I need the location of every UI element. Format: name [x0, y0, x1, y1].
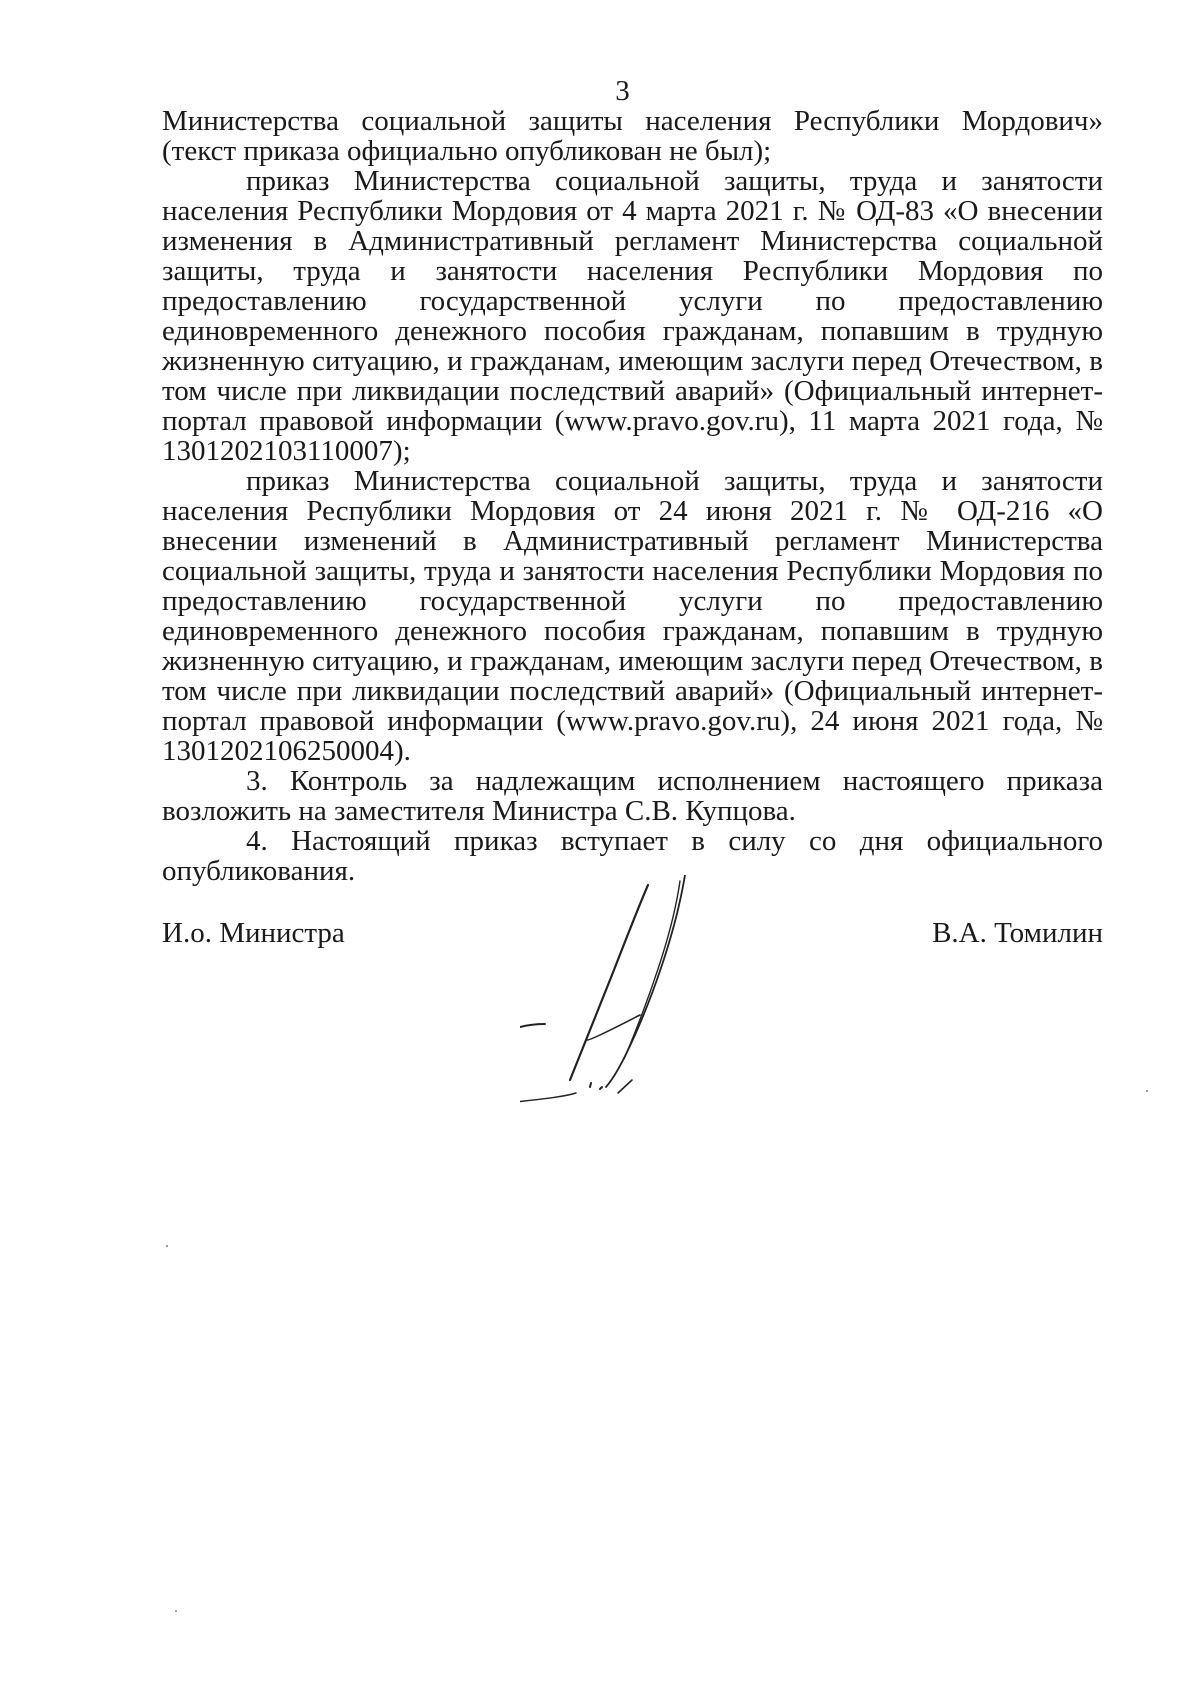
signature-stroke	[600, 1087, 602, 1089]
paragraph-item-4: 4. Настоящий приказ вступает в силу со дня официального опубликования.	[162, 825, 1103, 887]
scan-speck	[1146, 1090, 1148, 1092]
scan-speck	[175, 1610, 177, 1612]
paragraph-order-od-83: приказ Министерства социальной защиты, труда и занятости населения Республики Мордовия от 4 марта 2021 г. № ОД-83 «О внесении изменения в Административный регламент Министерства социальной защиты, труда и занятости населения Республики Мордовия по предоставлению государственной услуги по предоставлению единовременного денежного пособия гражданам, попавшим в трудную жизненную ситуацию, и гражданам, имеющим заслуги перед Отечеством, в том числе при ликвидации последствий аварий» (Официальный интернет-портал правовой информации (www.pravo.gov.ru), 11 марта 2021 года, № 1301202103110007);	[162, 165, 1103, 467]
handwritten-signature	[520, 875, 695, 1105]
signatory-name: В.А. Томилин	[932, 917, 1103, 949]
signature-stroke	[606, 875, 685, 1087]
paragraph-item-3: 3. Контроль за надлежащим исполнением настоящего приказа возложить на заместителя Министра С.В. Купцова.	[162, 765, 1103, 827]
signature-stroke	[520, 1093, 576, 1105]
signature-stroke	[590, 1083, 591, 1087]
paragraph-continuation: Министерства социальной защиты населения Республики Мордович» (текст приказа официально опубликован не был);	[162, 105, 1103, 167]
page-number: 3	[615, 75, 630, 107]
signature-stroke	[618, 1080, 632, 1093]
signature-stroke	[570, 885, 648, 1080]
scan-speck	[166, 1245, 168, 1247]
signature-stroke	[624, 881, 680, 1059]
signature-stroke	[520, 1024, 545, 1027]
paragraph-order-od-216: приказ Министерства социальной защиты, труда и занятости населения Республики Мордовия от 24 июня 2021 г. № ОД-216 «О внесении изменений в Административный регламент Министерства социальной защиты, труда и занятости населения Республики Мордовия по предоставлению государственной услуги по предоставлению единовременного денежного пособия гражданам, попавшим в трудную жизненную ситуацию, и гражданам, имеющим заслуги перед Отечеством, в том числе при ликвидации последствий аварий» (Официальный интернет-портал правовой информации (www.pravo.gov.ru), 24 июня 2021 года, № 1301202106250004).	[162, 465, 1103, 767]
signatory-position: И.о. Министра	[162, 917, 345, 949]
document-page	[162, 75, 1103, 949]
